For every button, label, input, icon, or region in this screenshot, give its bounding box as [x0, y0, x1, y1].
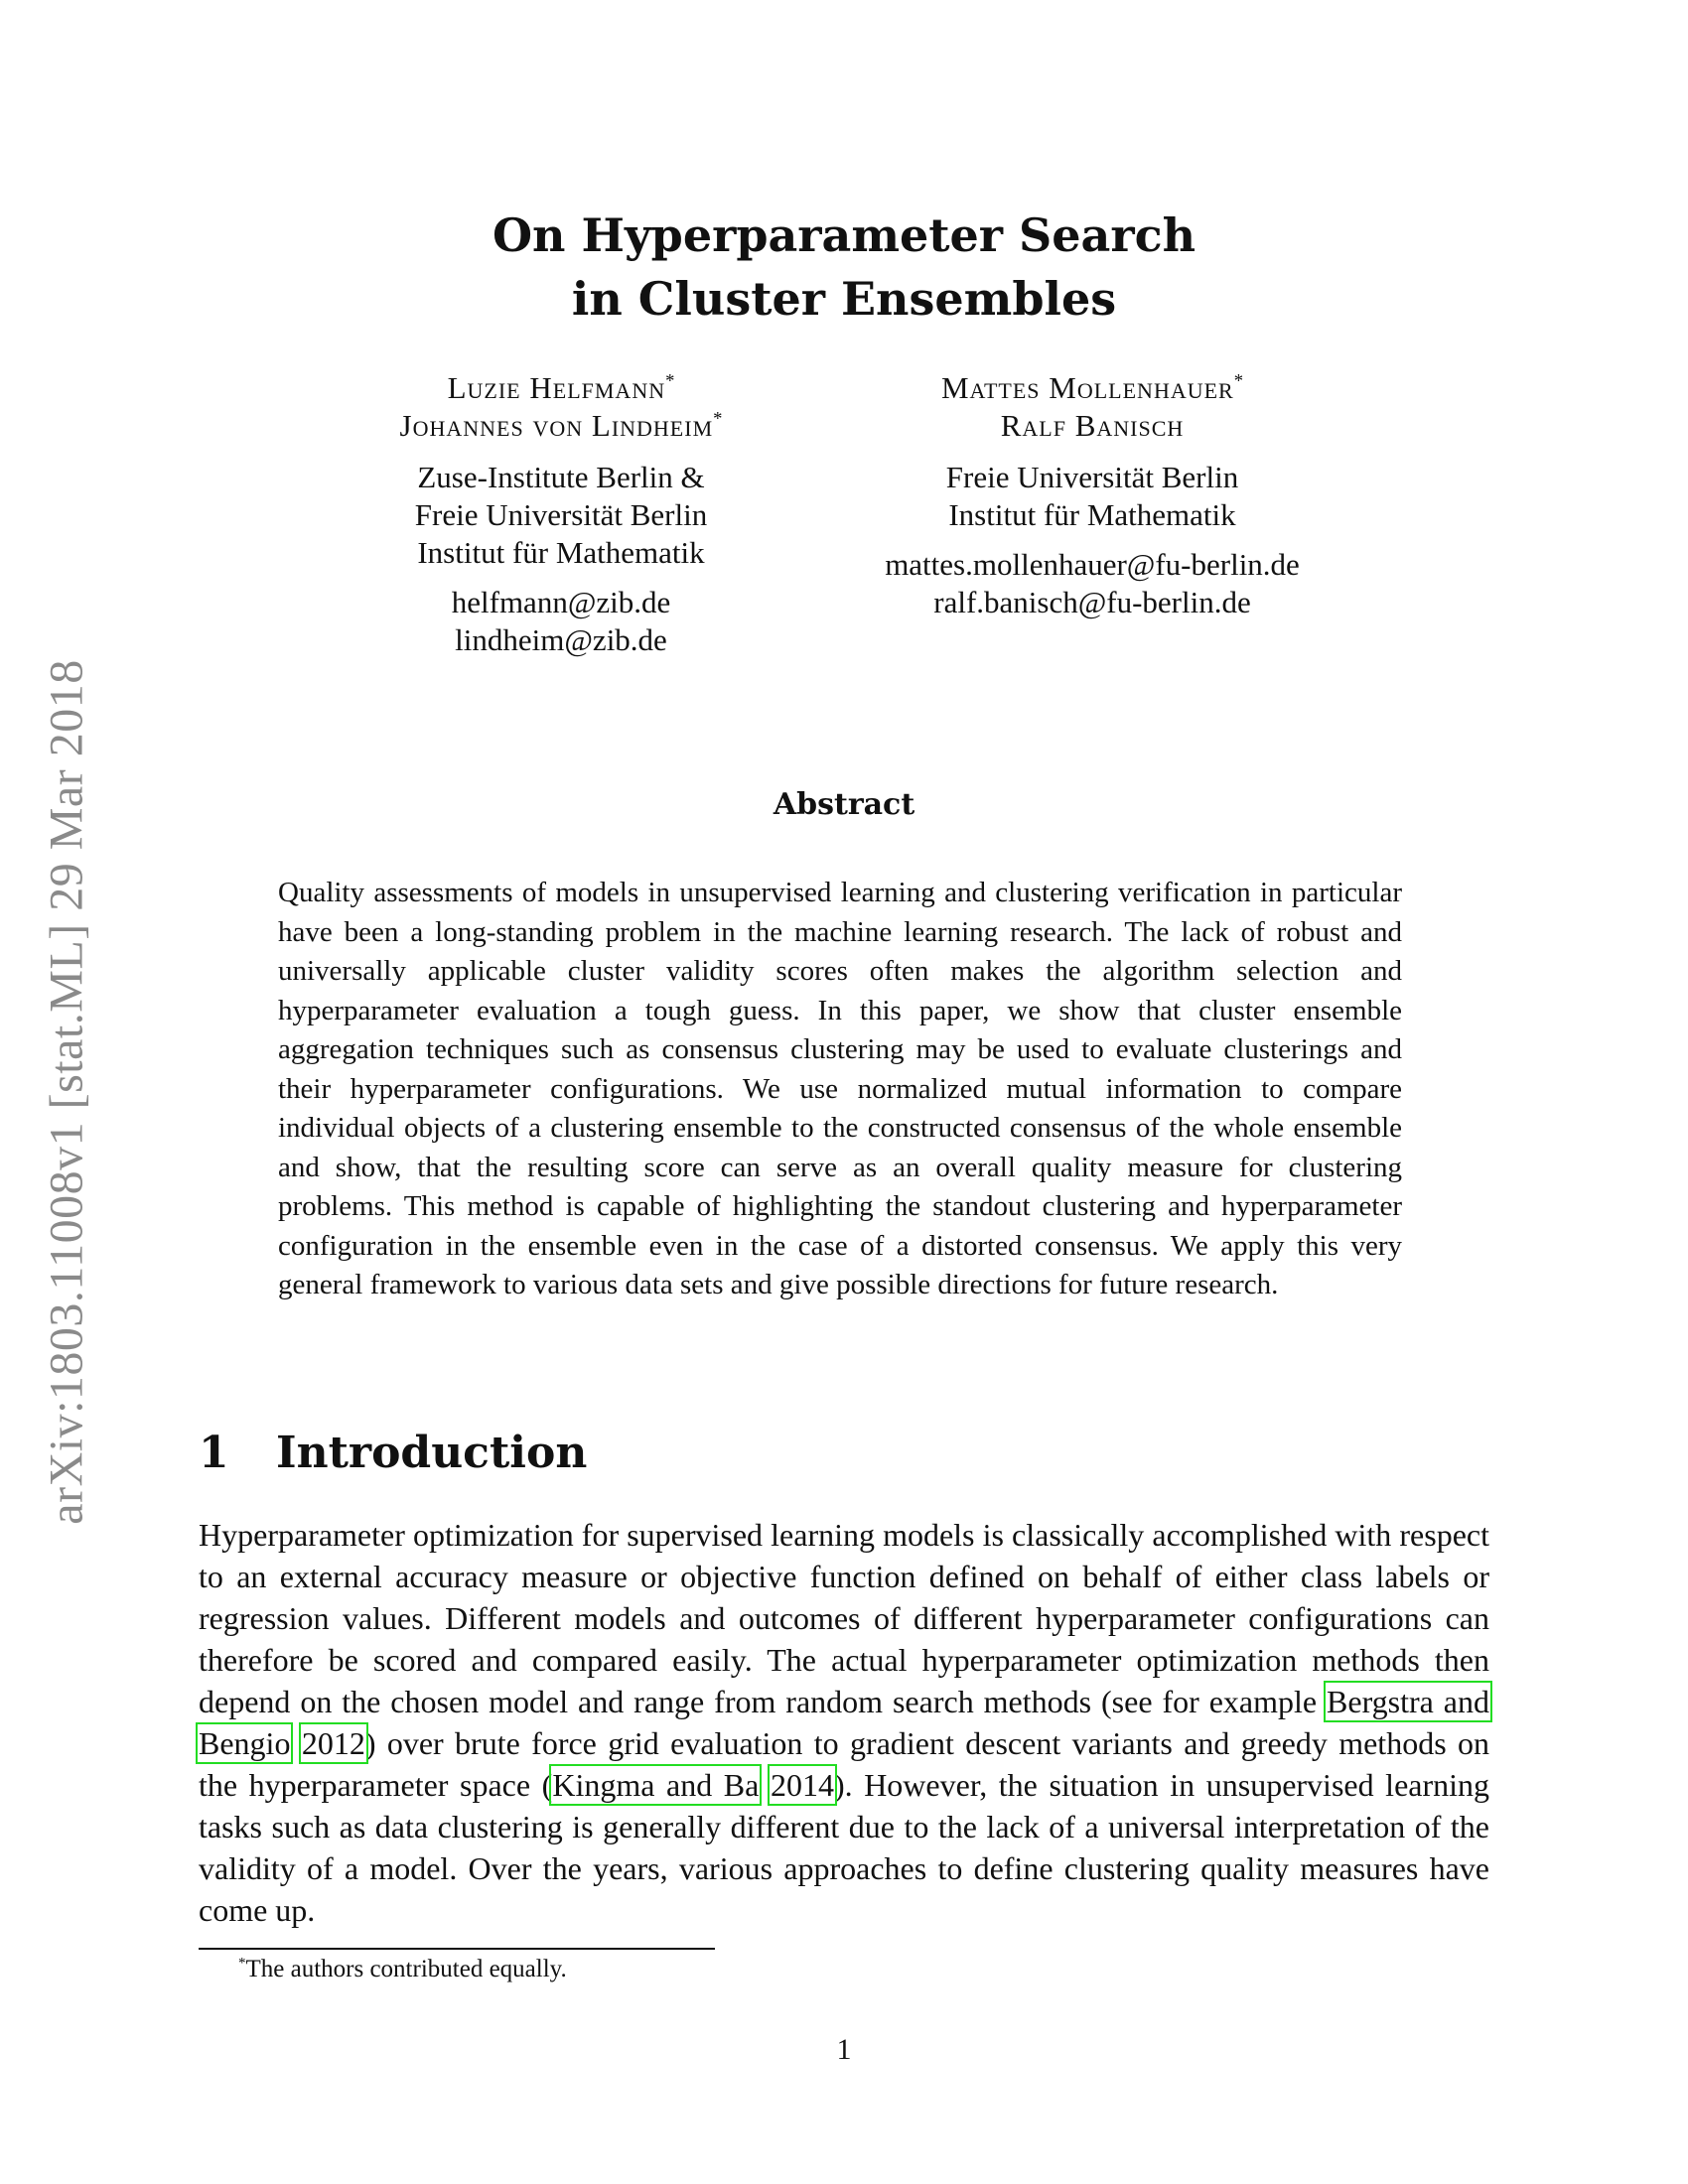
section-title: Introduction [276, 1428, 588, 1478]
title-line-1: On Hyperparameter Search [492, 208, 1196, 262]
title-line-2: in Cluster Ensembles [571, 272, 1117, 326]
author-emails [328, 584, 794, 659]
citation-link[interactable]: Kingma and Ba [552, 1767, 760, 1803]
footnote [238, 1956, 567, 1983]
author-name: Ralf Banisch [1000, 408, 1185, 443]
footnote-divider [199, 1948, 715, 1950]
author-emails [844, 546, 1340, 621]
author-affiliation: Freie Universität Berlin Institut für Mathematik [945, 460, 1239, 532]
citation-year-link[interactable]: 2014 [770, 1767, 834, 1803]
email-link[interactable]: mattes.mollenhauer@fu-berlin.de [885, 547, 1300, 582]
email-link[interactable]: helfmann@zib.de [451, 585, 671, 619]
author-name: Luzie Helfmann* [447, 370, 675, 405]
email-link[interactable]: ralf.banisch@fu-berlin.de [933, 585, 1251, 619]
author-affiliation: Zuse-Institute Berlin & Freie Universität Berlin Institut für Mathematik [414, 460, 708, 570]
introduction-paragraph: Hyperparameter optimization for supervised learning models is classically accomplished with respect to an external accuracy measure or objective function defined on behalf of either class labels or regression values. Different models and outcomes of different hyperparameter configurations can therefore be scored and compared easily. The actual hyperparameter optimization methods then depend on the chosen model and range from random search methods (see for example Bergstra and Bengio 2012) over brute force grid evaluation to gradient descent variants and greedy methods on the hyperparameter space (Kingma and Ba 2014). However, the situation in unsupervised learning tasks such as data clustering is generally different due to the lack of a universal interpretation of the validity of a model. Over the years, various approaches to define clustering quality measures have come up. [199, 1517, 1490, 1928]
author-name: Johannes von Lindheim* [399, 408, 723, 443]
author-block-right [844, 369, 1340, 621]
email-link[interactable]: lindheim@zib.de [455, 622, 667, 657]
page-number: 1 [836, 2033, 852, 2066]
citation-year-link[interactable]: 2012 [301, 1725, 365, 1761]
author-block-left [328, 369, 794, 659]
abstract-heading: Abstract [773, 787, 915, 822]
paper-title [298, 204, 1390, 331]
author-name: Mattes Mollenhauer* [940, 370, 1244, 405]
section-number: 1 [199, 1428, 229, 1478]
section-heading [199, 1428, 587, 1478]
footnote-mark: * [238, 1955, 246, 1972]
abstract-text: Quality assessments of models in unsupervised learning and clustering verification in particular have been a long-standing problem in the machine learning research. The lack of robust and universally applicable cluster validity scores often makes the algorithm selection and hyperparameter evaluation a tough guess. In this paper, we show that cluster ensemble aggregation techniques such as consensus clustering may be used to evaluate clusterings and their hyperparameter configurations. We use normalized mutual information to compare individual objects of a clustering ensemble to the constructed consensus of the whole ensemble and show, that the resulting score can serve as an overall quality measure for clustering problems. This method is capable of highlighting the standout clustering and hyperparameter configuration in the ensemble even in the case of a distorted consensus. We apply this very general framework to various data sets and give possible directions for future research. [278, 877, 1402, 1300]
arxiv-identifier-watermark: arXiv:1803.11008v1 [stat.ML] 29 Mar 2018 [40, 659, 93, 1525]
footnote-text: The authors contributed equally. [245, 1956, 567, 1982]
citation-link[interactable]: Bergstra and Bengio [199, 1684, 1490, 1761]
